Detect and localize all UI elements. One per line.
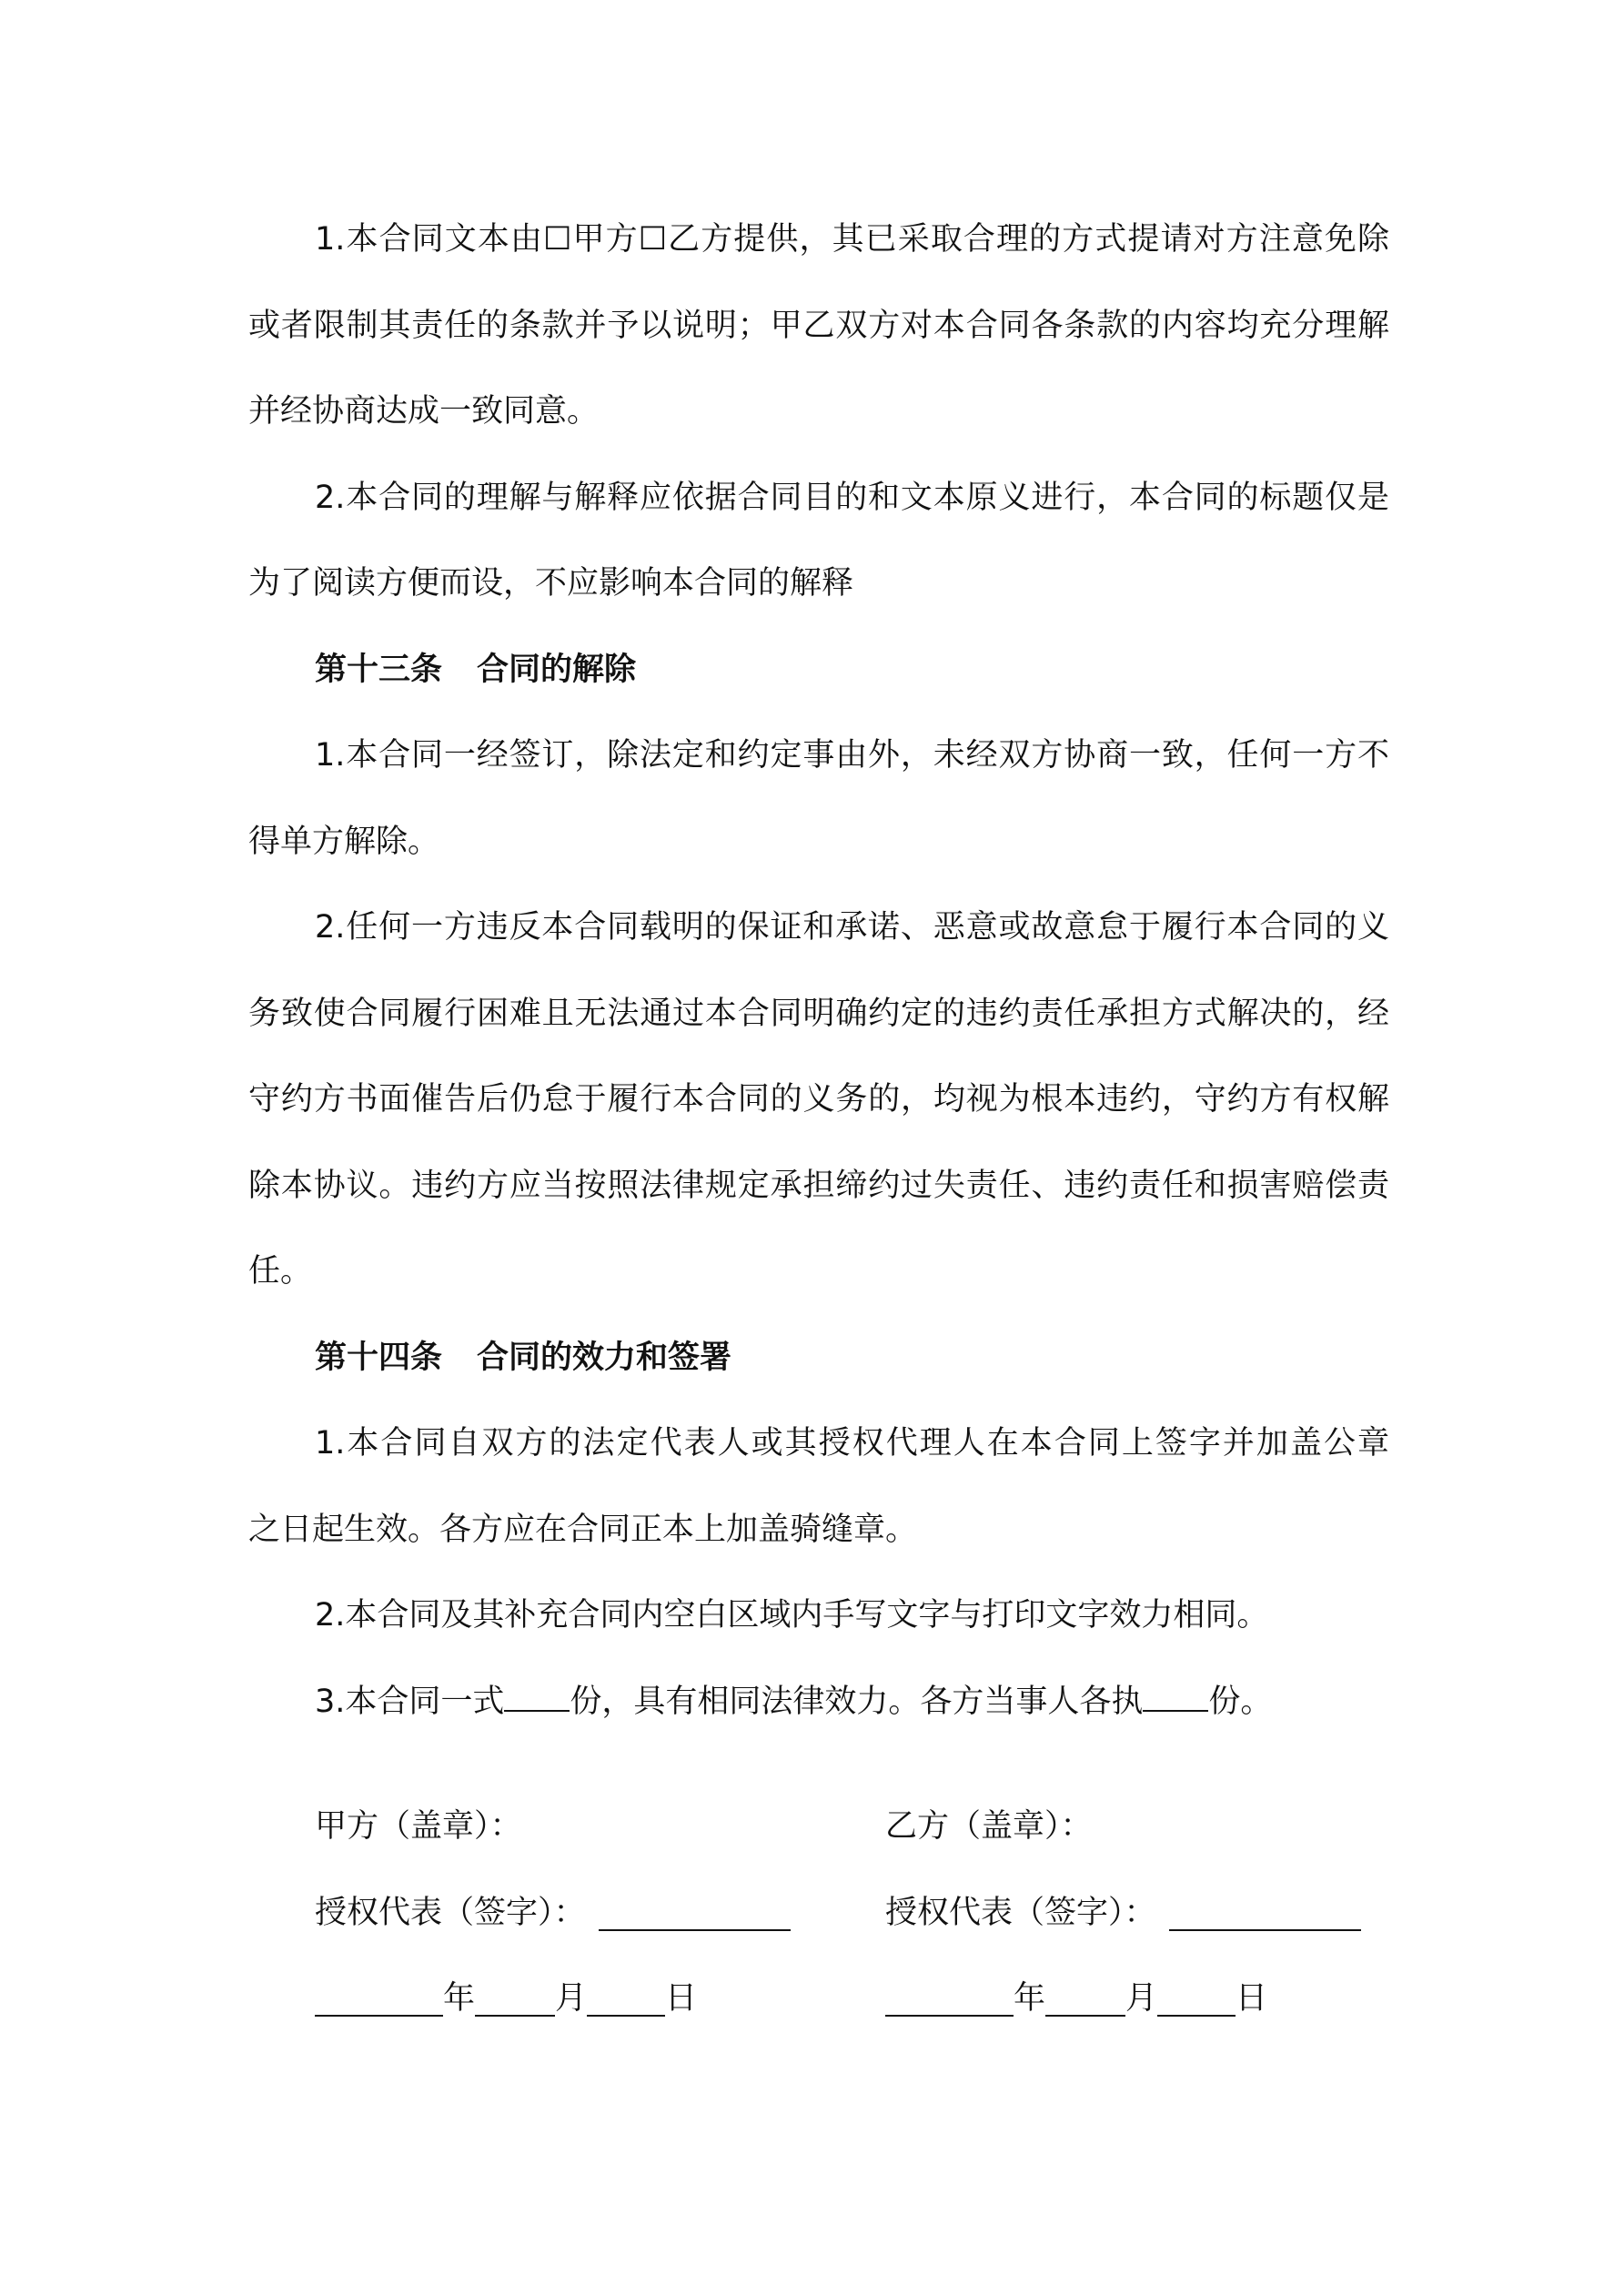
party-b-seal <box>819 1784 1389 1870</box>
paragraph-line: 1.本合同文本由☐甲方☐乙方提供，其已采取合理的方式提请对方注意免除 <box>315 221 1389 258</box>
paragraph-line: 任。 <box>248 1253 313 1290</box>
party-a-rep-label: 授权代表（签字）： <box>315 1894 586 1931</box>
section-heading <box>248 627 1389 713</box>
party-b-rep <box>819 1870 1389 1957</box>
copies-text: 3.本合同一式 <box>315 1683 505 1720</box>
party-b-rep-label: 授权代表（签字）： <box>885 1894 1156 1931</box>
article-number: 第十三条 <box>315 651 443 688</box>
party-a-seal <box>248 1784 819 1870</box>
month-label: 月 <box>1125 1980 1158 2017</box>
paragraph <box>248 885 1389 1315</box>
party-b-seal-label: 乙方（盖章）： <box>885 1808 1093 1845</box>
day-label: 日 <box>1236 1980 1268 2017</box>
party-b-date <box>819 1956 1389 2042</box>
article-title: 合同的解除 <box>477 651 637 688</box>
article-title: 合同的效力和签署 <box>477 1339 732 1376</box>
paragraph-line: 2.任何一方违反本合同载明的保证和承诺、恶意或故意怠于履行本合同的义 <box>315 909 1389 946</box>
party-a-date <box>248 1956 819 2042</box>
month-label: 月 <box>555 1980 588 2017</box>
paragraph-line: 为了阅读方便而设，不应影响本合同的解释 <box>248 565 854 602</box>
rep-row <box>248 1870 1389 1957</box>
copies-text: 份，具有相同法律效力。各方当事人各执 <box>570 1683 1144 1720</box>
party-b-year-blank[interactable] <box>885 1988 1014 2017</box>
section-heading <box>248 1315 1389 1401</box>
day-label: 日 <box>665 1980 698 2017</box>
paragraph-line: 或者限制其责任的条款并予以说明；甲乙双方对本合同各条款的内容均充分理解 <box>248 307 1389 344</box>
year-label: 年 <box>1014 1980 1046 2017</box>
party-a-seal-label: 甲方（盖章）： <box>315 1808 522 1845</box>
paragraph-line: 并经协商达成一致同意。 <box>248 393 600 430</box>
party-a-signature-blank[interactable] <box>599 1902 791 1931</box>
party-b-signature-blank[interactable] <box>1169 1902 1361 1931</box>
party-b-month-blank[interactable] <box>1045 1988 1125 2017</box>
copies-text: 份。 <box>1208 1683 1273 1720</box>
paragraph <box>248 197 1389 455</box>
paragraph-line: 1.本合同一经签订，除法定和约定事由外，未经双方协商一致，任何一方不 <box>315 737 1389 774</box>
each-party-copies-blank[interactable] <box>1143 1683 1208 1712</box>
contract-body <box>248 197 1389 1745</box>
year-label: 年 <box>443 1980 476 2017</box>
party-a-rep <box>248 1870 819 1957</box>
paragraph <box>248 455 1389 627</box>
total-copies-blank[interactable] <box>504 1683 570 1712</box>
signature-block <box>248 1784 1389 2042</box>
paragraph <box>248 1573 1389 1659</box>
party-a-month-blank[interactable] <box>475 1988 555 2017</box>
paragraph-line: 2.本合同及其补充合同内空白区域内手写文字与打印文字效力相同。 <box>315 1597 1269 1633</box>
party-a-day-blank[interactable] <box>587 1988 665 2017</box>
paragraph-line: 2.本合同的理解与解释应依据合同目的和文本原义进行，本合同的标题仅是 <box>315 479 1389 516</box>
article-number: 第十四条 <box>315 1339 443 1376</box>
party-b-day-blank[interactable] <box>1157 1988 1236 2017</box>
paragraph-line: 之日起生效。各方应在合同正本上加盖骑缝章。 <box>248 1511 918 1548</box>
paragraph-line: 除本协议。违约方应当按照法律规定承担缔约过失责任、违约责任和损害赔偿责 <box>248 1167 1389 1204</box>
party-a-year-blank[interactable] <box>315 1988 443 2017</box>
paragraph <box>248 1401 1389 1573</box>
paragraph-line: 得单方解除。 <box>248 823 440 860</box>
paragraph-line: 务致使合同履行困难且无法通过本合同明确约定的违约责任承担方式解决的，经 <box>248 995 1389 1032</box>
paragraph-line: 守约方书面催告后仍怠于履行本合同的义务的，均视为根本违约，守约方有权解 <box>248 1081 1389 1118</box>
seal-row <box>248 1784 1389 1870</box>
paragraph-line: 1.本合同自双方的法定代表人或其授权代理人在本合同上签字并加盖公章 <box>315 1425 1389 1462</box>
date-row <box>248 1956 1389 2042</box>
paragraph <box>248 713 1389 885</box>
copies-clause <box>248 1659 1389 1745</box>
